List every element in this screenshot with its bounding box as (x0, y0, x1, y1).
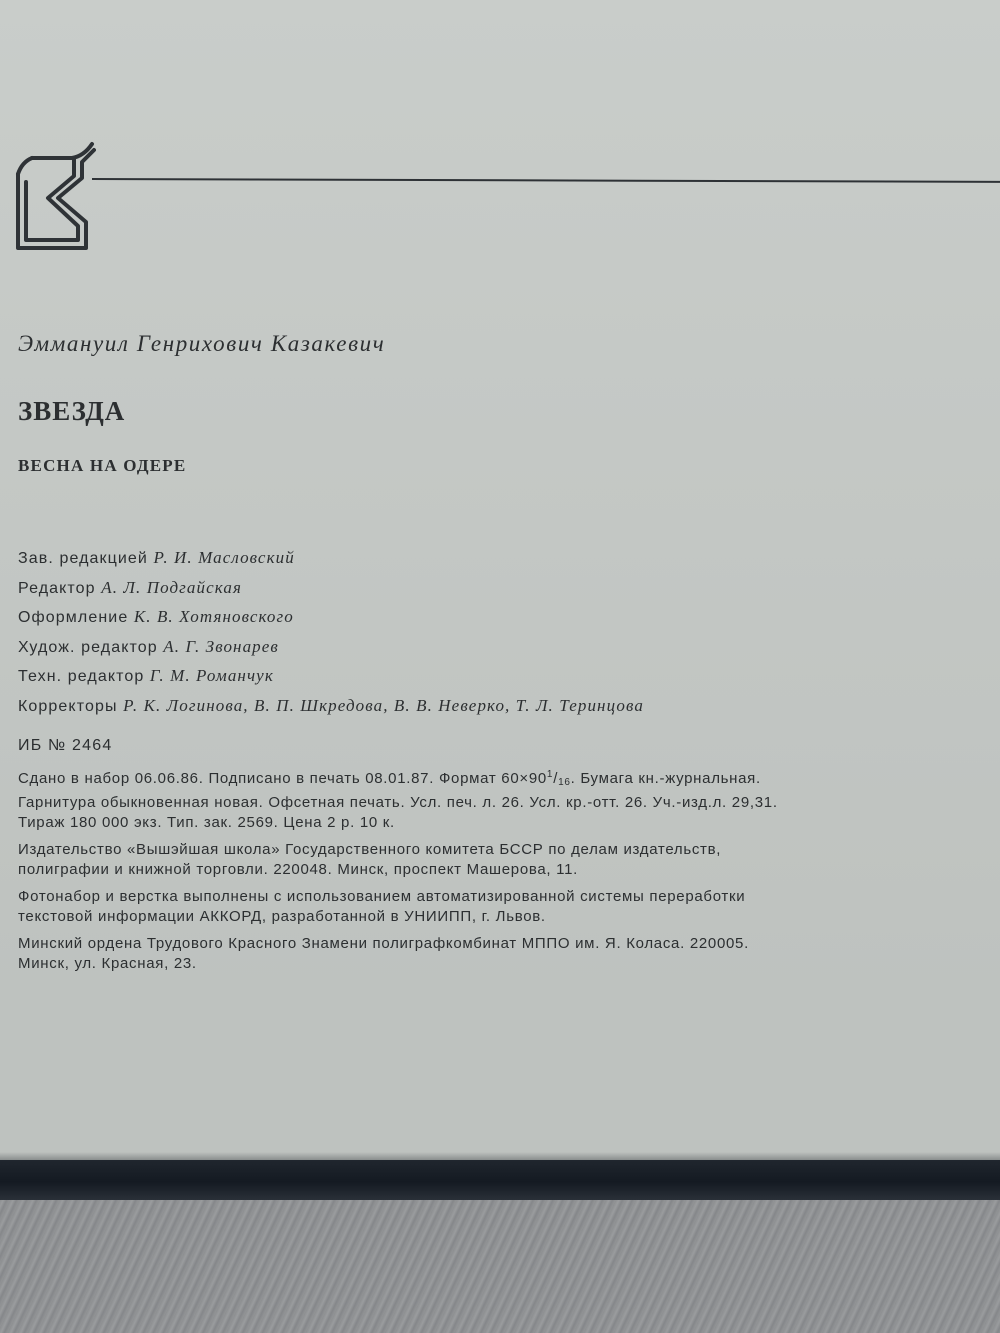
imprint-details (18, 765, 993, 981)
ib-number: ИБ № 2464 (18, 737, 113, 754)
printer-line: Минск, ул. Красная, 23. (18, 955, 197, 972)
author-name: Эммануил Генрихович Казакевич (18, 331, 386, 356)
credit-line (18, 696, 644, 726)
production-line: Тираж 180 000 экз. Тип. зак. 2569. Цена 2 р. 10 к. (18, 814, 395, 831)
credit-role: Зав. редакцией (18, 550, 148, 567)
credit-line (18, 666, 644, 696)
typesetting-block (18, 887, 993, 927)
credit-role: Редактор (18, 579, 96, 597)
header-rule (92, 178, 1000, 183)
cover-edge (0, 1160, 1000, 1200)
book-title: ЗВЕЗДА (18, 396, 126, 426)
credit-line (18, 578, 644, 608)
credit-name: А. Л. Подгайская (101, 577, 242, 597)
printer-block (18, 934, 993, 974)
production-line: Сдано в набор 06.06.86. Подписано в печать 08.01.87. Формат $60\times 90^1/_{16}$. Бумага кн.-журнальная. (18, 769, 761, 788)
book-subtitle: ВЕСНА НА ОДЕРЕ (18, 456, 187, 475)
credit-role: Оформление (18, 609, 129, 626)
credit-line (18, 607, 644, 637)
publisher-line: полиграфии и книжной торговли. 220048. Минск, проспект Машерова, 11. (18, 861, 578, 878)
publisher-block (18, 840, 993, 880)
publisher-monogram-icon (12, 138, 96, 256)
credit-name: Р. И. Масловский (153, 548, 295, 567)
credit-role: Худож. редактор (18, 638, 158, 656)
credit-line (18, 637, 644, 667)
production-line: Гарнитура обыкновенная новая. Офсетная печать. Усл. печ. л. 26. Усл. кр.-отт. 26. Уч.-изд.л. 29,31. (18, 794, 778, 811)
credits-list (18, 548, 644, 725)
production-block (18, 765, 993, 833)
credit-name: К. В. Хотяновского (133, 607, 294, 626)
printer-line: Минский ордена Трудового Красного Знамени полиграфкомбинат МППО им. Я. Коласа. 220005. (18, 935, 749, 952)
credit-role: Корректоры (18, 697, 118, 715)
credit-line (18, 548, 644, 578)
table-surface (0, 1200, 1000, 1333)
typesetting-line: текстовой информации АККОРД, разработанной в УНИИПП, г. Львов. (18, 908, 546, 925)
credit-name: Р. К. Логинова, В. П. Шкредова, В. В. Неверко, Т. Л. Теринцова (123, 695, 644, 715)
credit-role: Техн. редактор (18, 668, 145, 685)
publisher-line: Издательство «Вышэйшая школа» Государственного комитета БССР по делам издательств, (18, 841, 722, 858)
credit-name: А. Г. Звонарев (163, 636, 279, 656)
typesetting-line: Фотонабор и верстка выполнены с использованием автоматизированной системы переработки (18, 888, 746, 905)
credit-name: Г. М. Романчук (149, 666, 274, 685)
